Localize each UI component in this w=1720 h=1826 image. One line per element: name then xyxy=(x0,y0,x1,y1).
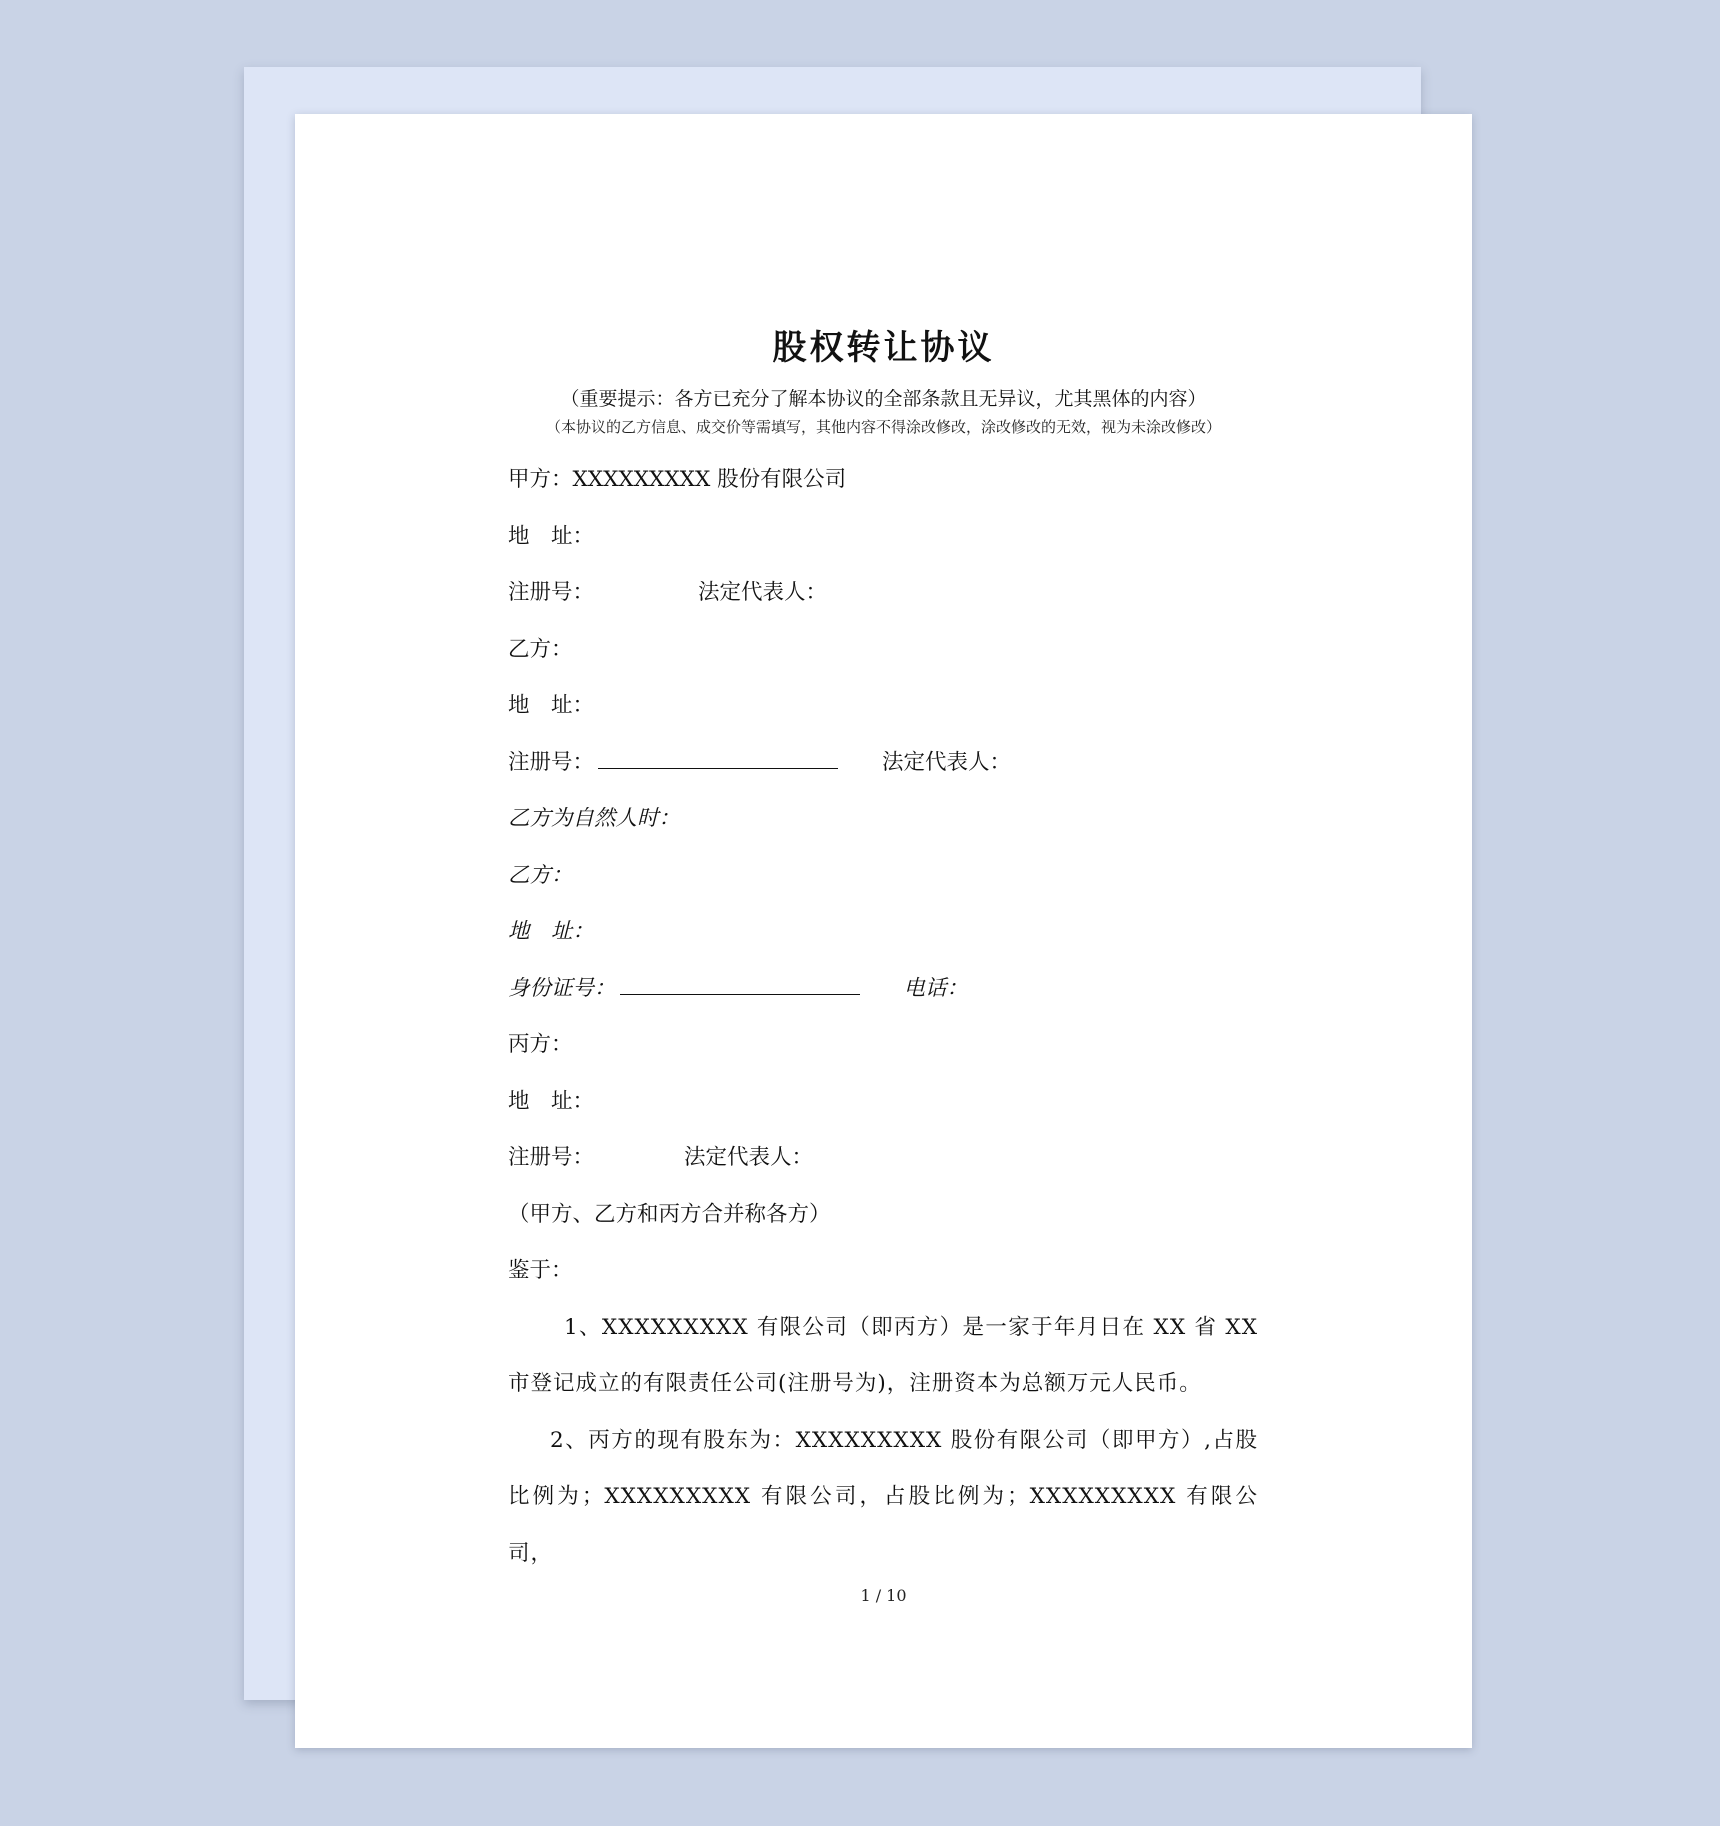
id-number-label: 身份证号： xyxy=(508,975,616,1001)
party-c-address: 地 址： xyxy=(508,1088,595,1114)
party-b-reg-label: 注册号： xyxy=(508,749,595,775)
party-c-reg-label: 注册号： xyxy=(508,1145,595,1170)
party-b-registration xyxy=(508,735,1258,792)
party-a-reg-label: 注册号： xyxy=(508,580,595,605)
page-number: 1 / 10 xyxy=(860,1586,907,1605)
party-a-registration xyxy=(508,565,1258,622)
important-notice: （重要提示：各方已充分了解本协议的全部条款且无异议，尤其黑体的内容） xyxy=(560,388,1207,410)
natural-person-address: 地 址： xyxy=(508,919,595,944)
party-a-rep-label: 法定代表人： xyxy=(698,580,828,605)
party-b-reg-blank[interactable] xyxy=(598,744,838,769)
party-c-rep-label: 法定代表人： xyxy=(684,1145,814,1170)
whereas-heading: 鉴于： xyxy=(508,1258,573,1283)
phone-label: 电话： xyxy=(903,975,969,1001)
natural-person-heading: 乙方为自然人时： xyxy=(508,806,681,831)
natural-person-id xyxy=(508,961,1258,1018)
clause-1: 1、XXXXXXXXX 有限公司（即丙方）是一家于年月日在 XX 省 XX 市登记成立的有限责任公司(注册号为)，注册资本为总额万元人民币。 xyxy=(508,1314,1258,1396)
collective-note: （甲方、乙方和丙方合并称各方） xyxy=(508,1201,831,1227)
party-b-address: 地 址： xyxy=(508,693,595,718)
party-c-name: 丙方： xyxy=(508,1032,573,1057)
party-a-address: 地 址： xyxy=(508,523,595,549)
party-a-name: 甲方：XXXXXXXXX 股份有限公司 xyxy=(508,467,847,492)
party-b-name: 乙方： xyxy=(508,636,573,662)
party-c-registration xyxy=(508,1130,1258,1187)
party-b-rep-label: 法定代表人： xyxy=(882,749,1012,775)
fill-notice: （本协议的乙方信息、成交价等需填写，其他内容不得涂改修改，涂改修改的无效，视为未涂改修改） xyxy=(545,418,1221,436)
natural-person-name: 乙方： xyxy=(508,862,573,888)
document-page xyxy=(295,114,1472,1748)
document-body xyxy=(508,452,1258,1582)
document-title: 股权转让协议 xyxy=(772,328,995,368)
clause-2: 2、丙方的现有股东为：XXXXXXXXX 股份有限公司（即甲方）,占股比例为；XXXXXXXXX 有限公司，占股比例为；XXXXXXXXX 有限公司， xyxy=(508,1427,1258,1566)
id-number-blank[interactable] xyxy=(620,970,860,995)
